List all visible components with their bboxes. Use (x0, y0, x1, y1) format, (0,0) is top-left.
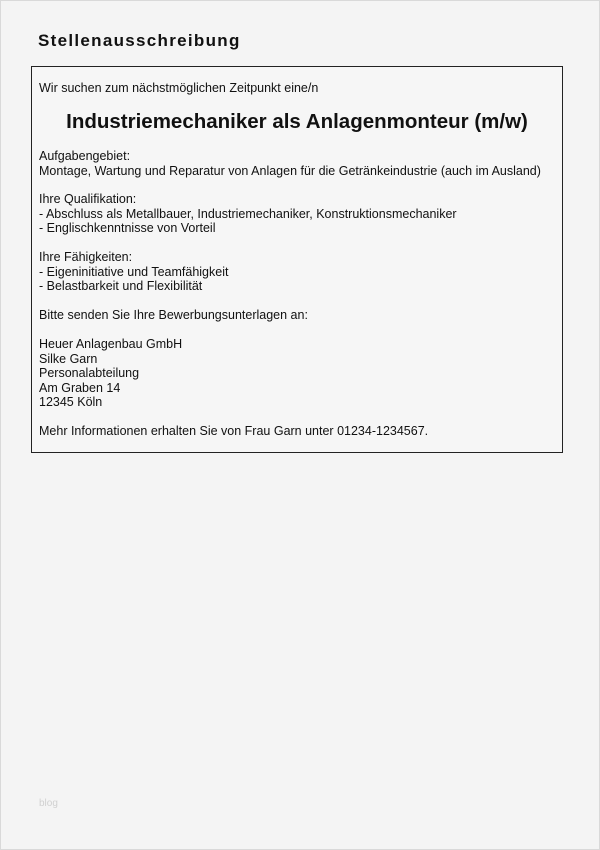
qualification-item: - Abschluss als Metallbauer, Industriemechaniker, Konstruktionsmechaniker (39, 206, 457, 221)
address-street: Am Graben 14 (39, 380, 121, 395)
job-ad-box (31, 66, 563, 453)
address-company: Heuer Anlagenbau GmbH (39, 337, 183, 351)
qualification-item: - Englischkenntnisse von Vorteil (39, 221, 216, 236)
qualification-section (39, 192, 457, 236)
watermark-text: blog (39, 798, 58, 809)
skills-item: - Belastbarkeit und Flexibilität (39, 279, 203, 294)
address-department: Personalabteilung (39, 366, 140, 381)
application-prompt: Bitte senden Sie Ihre Bewerbungsunterlagen an: (39, 308, 308, 322)
skills-item: - Eigeninitiative und Teamfähigkeit (39, 264, 229, 279)
skills-label: Ihre Fähigkeiten: (39, 250, 133, 264)
skills-section (39, 250, 228, 294)
qualification-label: Ihre Qualifikation: (39, 192, 137, 206)
address-contact-person: Silke Garn (39, 351, 98, 366)
task-area-section (39, 149, 541, 178)
address-block (39, 337, 182, 410)
contact-info: Mehr Informationen erhalten Sie von Frau Garn unter 01234-1234567. (39, 424, 429, 438)
document-heading: Stellenausschreibung (38, 31, 241, 50)
address-city: 12345 Köln (39, 395, 103, 410)
task-area-text: Montage, Wartung und Reparatur von Anlagen für die Getränkeindustrie (auch im Ausland) (39, 163, 541, 178)
intro-text: Wir suchen zum nächstmöglichen Zeitpunkt eine/n (39, 81, 319, 95)
task-area-label: Aufgabengebiet: (39, 149, 131, 163)
job-title: Industriemechaniker als Anlagenmonteur (m/w) (66, 110, 528, 133)
